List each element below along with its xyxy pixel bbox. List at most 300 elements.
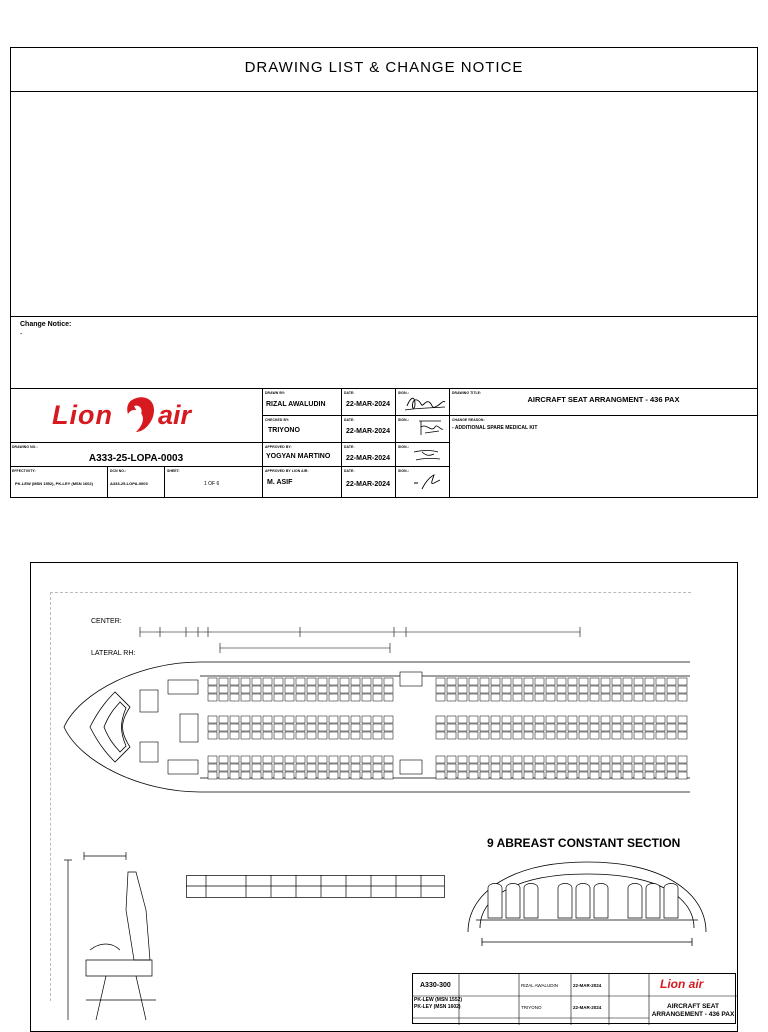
seat (252, 686, 261, 693)
seat (362, 772, 371, 779)
seat (285, 716, 294, 723)
seat (535, 694, 544, 701)
fuselage-seat-map (60, 652, 690, 802)
seat (656, 732, 665, 739)
change-notice-label: Change Notice: (20, 321, 72, 328)
seat (656, 772, 665, 779)
seat (373, 764, 382, 771)
seat-side-view (56, 850, 176, 1024)
seat (329, 756, 338, 763)
sign-label: SIGN.: (398, 418, 409, 422)
seat (241, 686, 250, 693)
seat (667, 764, 676, 771)
titleblock-col-line (395, 388, 396, 498)
seat (491, 694, 500, 701)
seat (252, 764, 261, 771)
seat (502, 732, 511, 739)
seat (340, 724, 349, 731)
seat (579, 756, 588, 763)
seat (252, 694, 261, 701)
seat (252, 772, 261, 779)
seat (296, 678, 305, 685)
seat (274, 694, 283, 701)
seat (447, 764, 456, 771)
seat (513, 686, 522, 693)
seat (480, 686, 489, 693)
seat (373, 772, 382, 779)
seat (535, 732, 544, 739)
seat (491, 686, 500, 693)
seat (480, 764, 489, 771)
seat (480, 694, 489, 701)
seat (329, 724, 338, 731)
dcn-value: A333-25-LOPA-0003 (110, 481, 148, 486)
seat (535, 716, 544, 723)
seat (590, 764, 599, 771)
seat (230, 772, 239, 779)
seat (557, 678, 566, 685)
seat (601, 694, 610, 701)
seat (296, 732, 305, 739)
seat (285, 772, 294, 779)
seat (535, 756, 544, 763)
seat (502, 716, 511, 723)
seat (546, 732, 555, 739)
seat (307, 772, 316, 779)
seat (208, 764, 217, 771)
seat (469, 694, 478, 701)
seat (230, 678, 239, 685)
seat (579, 772, 588, 779)
seat (384, 756, 393, 763)
signature-2 (415, 417, 445, 439)
seat (208, 724, 217, 731)
seat (208, 756, 217, 763)
seat (502, 694, 511, 701)
seat (384, 764, 393, 771)
seat (491, 732, 500, 739)
seat (436, 678, 445, 685)
seat (590, 694, 599, 701)
seat (678, 678, 687, 685)
sign-label: SIGN.: (398, 445, 409, 449)
seat-back (506, 884, 520, 919)
seat (491, 756, 500, 763)
seat (524, 694, 533, 701)
signature-4 (412, 471, 442, 493)
seat (656, 678, 665, 685)
seat (458, 764, 467, 771)
seat (590, 686, 599, 693)
seat (645, 764, 654, 771)
seat (480, 678, 489, 685)
seat (307, 756, 316, 763)
seat (252, 732, 261, 739)
seat (318, 716, 327, 723)
seat (469, 686, 478, 693)
seat (579, 764, 588, 771)
signature-3 (412, 446, 442, 464)
seat (612, 732, 621, 739)
seat (579, 686, 588, 693)
seat (384, 686, 393, 693)
seat-back (576, 884, 590, 919)
seat (590, 716, 599, 723)
seat (667, 724, 676, 731)
seat (219, 756, 228, 763)
seat (557, 716, 566, 723)
seat (447, 694, 456, 701)
seat (285, 724, 294, 731)
seat (458, 756, 467, 763)
date-value-1: 22-MAR-2024 (346, 401, 390, 408)
seat (318, 772, 327, 779)
seat (230, 756, 239, 763)
seat (568, 756, 577, 763)
seat (524, 764, 533, 771)
seat (678, 756, 687, 763)
seat (535, 678, 544, 685)
seat (634, 678, 643, 685)
svg-text:Lion: Lion (52, 400, 113, 430)
seat (296, 724, 305, 731)
titleblock-row-line (10, 466, 262, 467)
seat (557, 686, 566, 693)
seat (623, 724, 632, 731)
seat (263, 732, 272, 739)
checked-by-label: CHECKED BY: (265, 418, 290, 422)
tb-checked-by: TRIYONO (521, 1005, 542, 1010)
seat (384, 716, 393, 723)
seat (634, 694, 643, 701)
seat (296, 686, 305, 693)
seat (362, 686, 371, 693)
seat (219, 724, 228, 731)
seat (469, 764, 478, 771)
seat (502, 764, 511, 771)
seat (318, 732, 327, 739)
seat (513, 724, 522, 731)
drawing-title-label: DRAWING TITLE: (452, 391, 482, 395)
seat (263, 686, 272, 693)
seat (219, 732, 228, 739)
seat (502, 686, 511, 693)
seat-back (524, 884, 538, 919)
seat (513, 678, 522, 685)
seat (590, 732, 599, 739)
seat (590, 678, 599, 685)
seat (241, 724, 250, 731)
seat (296, 694, 305, 701)
seat (458, 724, 467, 731)
seat (274, 716, 283, 723)
seat (447, 716, 456, 723)
seat (373, 694, 382, 701)
seat (208, 678, 217, 685)
seat (678, 764, 687, 771)
lion-air-logo (50, 392, 230, 438)
seat (351, 724, 360, 731)
seat (447, 678, 456, 685)
seat (557, 756, 566, 763)
seat (557, 724, 566, 731)
seat (524, 716, 533, 723)
seat (568, 716, 577, 723)
seat (384, 732, 393, 739)
date-label: DATE: (344, 418, 355, 422)
seat (263, 764, 272, 771)
seat (340, 686, 349, 693)
seat (557, 772, 566, 779)
seat (458, 732, 467, 739)
seat (340, 764, 349, 771)
seat (469, 772, 478, 779)
drawing-no-label: DRAWING NO.: (12, 445, 38, 449)
seat (469, 724, 478, 731)
seat (208, 772, 217, 779)
seat (667, 678, 676, 685)
sheet-title: DRAWING LIST & CHANGE NOTICE (244, 59, 524, 76)
seat (645, 686, 654, 693)
titleblock-col-line (341, 388, 342, 498)
seat (329, 732, 338, 739)
seat (601, 724, 610, 731)
seat (546, 678, 555, 685)
seat-back (646, 884, 660, 919)
seat (623, 764, 632, 771)
titleblock-row-line (449, 415, 758, 416)
seat (241, 694, 250, 701)
seat (230, 724, 239, 731)
seat (274, 678, 283, 685)
seat (612, 716, 621, 723)
drawing-title-value: AIRCRAFT SEAT ARRANGMENT - 436 PAX (527, 395, 680, 404)
seat (447, 756, 456, 763)
seat (296, 772, 305, 779)
tb-date-1: 22-MAR-2024 (573, 983, 602, 988)
seat (645, 678, 654, 685)
seat (219, 694, 228, 701)
seat (263, 694, 272, 701)
seat (373, 716, 382, 723)
seat (208, 732, 217, 739)
seat (634, 724, 643, 731)
seat (502, 756, 511, 763)
date-label: DATE: (344, 469, 355, 473)
seat (263, 724, 272, 731)
seat (384, 694, 393, 701)
seat-back (488, 884, 502, 919)
seat (667, 756, 676, 763)
seat (263, 716, 272, 723)
seat (568, 694, 577, 701)
seat (296, 716, 305, 723)
seat (219, 686, 228, 693)
seat (436, 756, 445, 763)
seat (623, 756, 632, 763)
seat (219, 764, 228, 771)
seat (623, 732, 632, 739)
seat (557, 732, 566, 739)
seat (557, 764, 566, 771)
seat (241, 756, 250, 763)
seat (568, 686, 577, 693)
seat (535, 686, 544, 693)
seat (678, 686, 687, 693)
seat (546, 694, 555, 701)
seat (634, 732, 643, 739)
seat (241, 678, 250, 685)
seat (568, 772, 577, 779)
titleblock-row-line (262, 442, 449, 443)
seat (241, 732, 250, 739)
seat (601, 732, 610, 739)
seat (351, 694, 360, 701)
seat (502, 772, 511, 779)
date-value-4: 22-MAR-2024 (346, 481, 390, 488)
seat (436, 772, 445, 779)
seat (362, 732, 371, 739)
seat (645, 732, 654, 739)
seat (285, 678, 294, 685)
seat (329, 716, 338, 723)
seat (480, 756, 489, 763)
seat (480, 724, 489, 731)
seat (362, 694, 371, 701)
seat (274, 756, 283, 763)
seat (362, 678, 371, 685)
seat (285, 764, 294, 771)
seat (667, 772, 676, 779)
seat (513, 732, 522, 739)
seat (307, 764, 316, 771)
drawn-by-label: DRAWN BY: (265, 391, 286, 395)
seat (458, 694, 467, 701)
seat (340, 678, 349, 685)
seat (458, 686, 467, 693)
seat (601, 716, 610, 723)
seat (491, 716, 500, 723)
seat (678, 772, 687, 779)
seat (524, 756, 533, 763)
seat (252, 756, 261, 763)
seat (601, 772, 610, 779)
seat (436, 694, 445, 701)
seat (480, 716, 489, 723)
seat (656, 764, 665, 771)
seat (513, 716, 522, 723)
seat (329, 678, 338, 685)
seat (263, 756, 272, 763)
seat (307, 686, 316, 693)
tb-effectivity: PK-LEW (MSN 1552) PK-LEY (MSN 1602) (414, 997, 463, 1010)
seat (362, 716, 371, 723)
date-label: DATE: (344, 445, 355, 449)
seat (524, 732, 533, 739)
center-label: CENTER: (91, 618, 122, 625)
seat (579, 716, 588, 723)
seat (535, 772, 544, 779)
seat (601, 756, 610, 763)
effectivity-label: EFFECTIVITY: (12, 469, 36, 473)
seat (230, 686, 239, 693)
seat (513, 772, 522, 779)
seat (362, 756, 371, 763)
seat (318, 686, 327, 693)
seat (436, 716, 445, 723)
seat (436, 724, 445, 731)
seat (458, 678, 467, 685)
tb-title: AIRCRAFT SEAT ARRANGEMENT - 436 PAX (651, 1003, 735, 1018)
seat (513, 694, 522, 701)
seat (208, 686, 217, 693)
seat (458, 716, 467, 723)
seat (285, 694, 294, 701)
seat (667, 686, 676, 693)
dimension-table (186, 875, 446, 899)
title-divider (10, 91, 758, 92)
seat (590, 724, 599, 731)
seat (307, 678, 316, 685)
seat (524, 678, 533, 685)
seat (340, 772, 349, 779)
titleblock-row-line (262, 466, 449, 467)
seat (362, 724, 371, 731)
seat (645, 724, 654, 731)
seat (491, 678, 500, 685)
sheet-label: SHEET: (167, 469, 180, 473)
seat (447, 686, 456, 693)
seat (208, 694, 217, 701)
titleblock-col-line (449, 388, 450, 498)
seat (340, 716, 349, 723)
seat (469, 756, 478, 763)
seat (436, 764, 445, 771)
seat (274, 724, 283, 731)
seat (612, 694, 621, 701)
seat (469, 716, 478, 723)
seat (436, 686, 445, 693)
seat (645, 772, 654, 779)
approved-lion-label: APPROVED BY LION AIR: (265, 469, 309, 473)
seat (285, 756, 294, 763)
seat (590, 756, 599, 763)
seat (623, 686, 632, 693)
seat (373, 724, 382, 731)
seat (502, 724, 511, 731)
seat (241, 772, 250, 779)
date-label: DATE: (344, 391, 355, 395)
seat (351, 686, 360, 693)
seat (579, 694, 588, 701)
seat (329, 694, 338, 701)
seat (263, 678, 272, 685)
seat (491, 724, 500, 731)
seat (656, 694, 665, 701)
approved-by-value: YOGYAN MARTINO (266, 453, 331, 460)
seat (557, 694, 566, 701)
seat (307, 716, 316, 723)
seat (502, 678, 511, 685)
seat (656, 716, 665, 723)
sheet-value: 1 OF 6 (204, 481, 220, 487)
tb-aircraft-type: A330-300 (420, 982, 451, 989)
seat (678, 724, 687, 731)
seat (601, 764, 610, 771)
approved-lion-value: M. ASIF (267, 479, 293, 486)
seat (230, 694, 239, 701)
lateral-label: LATERAL RH: (91, 650, 136, 657)
